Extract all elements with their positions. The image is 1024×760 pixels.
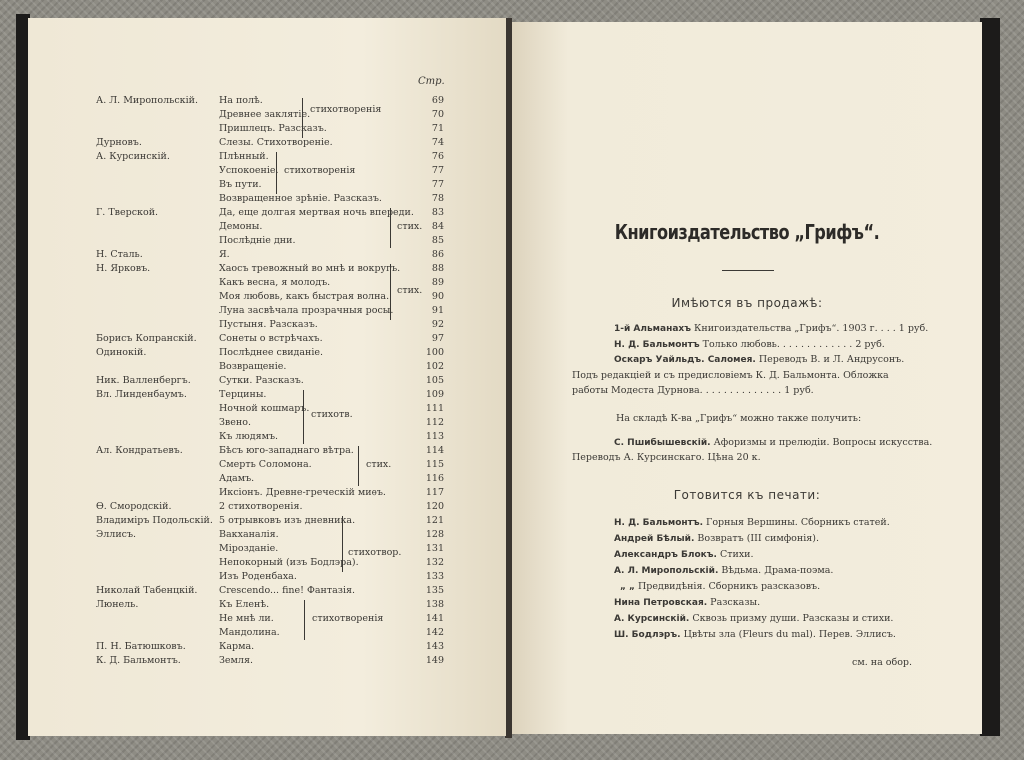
contents-row [28,318,506,332]
listing-text: Книгоиздательства „Грифъ“. 1903 г. . . . 1 руб. [690,323,929,334]
contents-row [28,444,506,458]
page-number: 117 [425,487,444,498]
listing-text: Сквозь призму души. Разсказы и стихи. [689,613,894,624]
listing-text: Предвидѣнія. Сборникъ разсказовъ. [634,581,821,592]
contents-row [28,332,506,346]
work-title: Иксіонъ. Древне-греческій миѳъ. [219,487,386,498]
page-number: 113 [425,431,444,442]
page-number: 84 [431,221,444,232]
work-title: Мандолина. [219,627,280,638]
contents-row [28,430,506,444]
contents-row [28,388,506,402]
book-cover-right [980,18,1000,736]
work-title: Древнее заклятіе. [219,109,311,120]
work-title: Crescendo... fine! Фантазія. [219,585,356,596]
publisher-title: Книгоиздательство „Грифъ“. [614,220,880,245]
work-title: Не мнѣ ли. [219,613,274,624]
listing-text: Цвѣты зла (Fleurs du mal). Перев. Эллисъ. [680,629,896,640]
contents-row [28,626,506,640]
contents-row [28,458,506,472]
listing-line [614,353,904,367]
page-number: 71 [431,123,444,134]
contents-row [28,486,506,500]
work-title: Луна засвѣчала прозрачныя росы. [219,305,394,316]
page-number: 120 [425,501,444,512]
work-title: Бѣсъ юго-западнаго вѣтра. [219,445,354,456]
page-number: 138 [425,599,444,610]
listing-line [614,532,819,546]
author-name: Борисъ Копранскій. [96,333,197,344]
listing-author: 1-й Альманахъ [614,324,691,334]
page-number: 141 [425,613,444,624]
page-number: 132 [425,557,444,568]
listing-line [572,384,814,398]
work-title: 5 отрывковъ изъ дневника. [219,515,356,526]
group-brace [276,152,277,194]
section-heading-available: Имѣются въ продажѣ: [671,296,823,310]
listing-author: Оскаръ Уайльдъ. Саломея. [614,355,756,365]
contents-row [28,640,506,654]
group-brace [303,390,304,444]
group-brace [342,516,343,572]
author-name: Дурновъ. [96,137,142,148]
page-number: 112 [425,417,444,428]
contents-row [28,206,506,220]
contents-row [28,220,506,234]
page-number: 91 [431,305,444,316]
page-number: 142 [425,627,444,638]
author-name: Н. Ярковъ. [96,263,151,274]
author-name: Одинокій. [96,347,147,358]
work-title: Пустыня. Разсказъ. [219,319,318,330]
work-title: Возвращенное зрѣніе. Разсказъ. [219,193,382,204]
page-number: 85 [431,235,444,246]
work-title: Моя любовь, какъ быстрая волна. [219,291,390,302]
contents-row [28,262,506,276]
page-number: 115 [425,459,444,470]
page-number: 70 [431,109,444,120]
group-brace [302,98,303,138]
work-title: Къ Еленѣ. [219,599,270,610]
listing-text: Горныя Вершины. Сборникъ статей. [703,517,890,528]
contents-row [28,584,506,598]
author-name: Вл. Линденбаумъ. [96,389,187,400]
listing-line [620,580,820,594]
listing-author: Ш. Бодлэръ. [614,630,681,640]
right-page [512,22,982,734]
page-number: 78 [431,193,444,204]
work-title: 2 стихотворенія. [219,501,303,512]
work-title: Терцины. [219,389,267,400]
listing-author: А. Курсинскій. [614,614,690,624]
book-spine [505,18,512,738]
listing-author: Н. Д. Бальмонтъ. [614,518,704,528]
work-title: Послѣдніе дни. [219,235,296,246]
contents-row [28,276,506,290]
contents-row [28,360,506,374]
contents-row [28,248,506,262]
page-number: 121 [425,515,444,526]
listing-text: Только любовь. . . . . . . . . . . . . 2 руб. [699,339,885,350]
listing-line [614,322,928,336]
group-label: стихотвор. [348,547,402,558]
page-number: 83 [431,207,444,218]
work-title: Смерть Соломона. [219,459,312,470]
page-number: 88 [431,263,444,274]
listing-author: С. Пшибышевскій. [614,438,711,448]
work-title: На полѣ. [219,95,263,106]
work-title: Пришлецъ. Разсказъ. [219,123,327,134]
contents-row [28,164,506,178]
author-name: Николай Табенцкій. [96,585,198,596]
listing-author: Александръ Блокъ. [614,550,717,560]
author-name: Эллисъ. [96,529,137,540]
group-label: стихотв. [311,409,353,420]
page-number: 86 [431,249,444,260]
work-title: Вакханалія. [219,529,279,540]
work-title: Демоны. [219,221,263,232]
contents-row [28,654,506,668]
contents-row [28,416,506,430]
page-number: 69 [431,95,444,106]
group-label: стих. [397,221,423,232]
contents-row [28,304,506,318]
work-title: Карма. [219,641,255,652]
listing-line [614,436,932,450]
listing-author: Н. Д. Бальмонтъ [614,340,700,350]
page-number: 149 [425,655,444,666]
listing-text: Стихи. [716,549,754,560]
group-brace [358,446,359,486]
contents-row [28,542,506,556]
author-name: П. Н. Батюшковъ. [96,641,186,652]
page-number: 133 [425,571,444,582]
page-number: 97 [431,333,444,344]
work-title: Я. [219,249,230,260]
left-page [28,18,506,736]
contents-row [28,402,506,416]
listing-author: А. Л. Миропольскій. [614,566,719,576]
contents-row [28,472,506,486]
author-name: Г. Тверской. [96,207,159,218]
listing-line [614,564,833,578]
contents-row [28,234,506,248]
group-label: стих. [397,285,423,296]
group-brace [390,208,391,248]
author-name: Ѳ. Смородскій. [96,501,172,512]
contents-row [28,528,506,542]
contents-row [28,192,506,206]
contents-row [28,108,506,122]
work-title: Изъ Роденбаха. [219,571,297,582]
author-name: Ал. Кондратьевъ. [96,445,183,456]
stock-note: На складѣ К-ва „Грифъ“ можно также получить: [616,413,862,424]
listing-author: Нина Петровская. [614,598,708,608]
author-name: Ник. Валленбергъ. [96,375,191,386]
listing-text: работы Модеста Дурнова. . . . . . . . . . . . . . 1 руб. [572,385,814,396]
author-name: А. Курсинскій. [96,151,170,162]
contents-row [28,136,506,150]
work-title: Слезы. Стихотвореніе. [219,137,333,148]
group-brace [390,264,391,320]
work-title: Сонеты о встрѣчахъ. [219,333,323,344]
work-title: Послѣднее свиданіе. [219,347,324,358]
page-number: 131 [425,543,444,554]
listing-text: Подъ редакціей и съ предисловіемъ К. Д. Бальмонта. Обложка [572,370,889,381]
page-number: 92 [431,319,444,330]
work-title: Плѣнный. [219,151,269,162]
page-number: 77 [431,165,444,176]
author-name: Люнель. [96,599,139,610]
turn-over-note: см. на обор. [852,657,913,668]
page-number: 100 [425,347,444,358]
contents-row [28,346,506,360]
listing-text: Афоризмы и прелюдіи. Вопросы искусства. [710,437,933,448]
listing-line [572,451,761,465]
page-number: 89 [431,277,444,288]
listing-line [614,596,760,610]
listing-line [614,612,893,626]
listing-author: „ „ [620,582,635,592]
page-number: 143 [425,641,444,652]
work-title: Да, еще долгая мертвая ночь впереди. [219,207,414,218]
contents-row [28,556,506,570]
page-number: 105 [425,375,444,386]
contents-row [28,570,506,584]
listing-text: Вѣдьма. Драма-поэма. [718,565,834,576]
work-title: Мірозданіе. [219,543,279,554]
group-label: стих. [366,459,392,470]
listing-author: Андрей Бѣлый. [614,534,695,544]
page-column-header: Стр. [418,76,445,87]
contents-row [28,612,506,626]
work-title: Земля. [219,655,253,666]
author-name: Владиміръ Подольскій. [96,515,213,526]
work-title: Къ людямъ. [219,431,279,442]
listing-text: Переводъ В. и Л. Андрусонъ. [755,354,905,365]
contents-row [28,178,506,192]
page-number: 111 [425,403,444,414]
group-label: стихотворенія [312,613,384,624]
listing-text: Разсказы. [707,597,761,608]
page-number: 135 [425,585,444,596]
page-number: 102 [425,361,444,372]
page-number: 77 [431,179,444,190]
work-title: Въ пути. [219,179,262,190]
work-title: Хаосъ тревожный во мнѣ и вокругъ. [219,263,401,274]
listing-line [614,338,885,352]
contents-row [28,150,506,164]
author-name: Н. Сталь. [96,249,143,260]
contents-row [28,374,506,388]
group-label: стихотворенія [310,104,382,115]
listing-line [614,548,754,562]
work-title: Адамъ. [219,473,255,484]
work-title: Звено. [219,417,251,428]
page-number: 116 [425,473,444,484]
listing-line [614,516,890,530]
work-title: Возвращеніе. [219,361,287,372]
listing-line [572,369,889,383]
author-name: К. Д. Бальмонтъ. [96,655,181,666]
listing-text: Возвратъ (III симфонія). [694,533,819,544]
page-number: 128 [425,529,444,540]
section-heading-forthcoming: Готовится къ печати: [673,488,821,502]
contents-row [28,290,506,304]
author-name: А. Л. Миропольскій. [96,95,198,106]
contents-row [28,514,506,528]
listing-text: Переводъ А. Курсинскаго. Цѣна 20 к. [572,452,761,463]
work-title: Какъ весна, я молодъ. [219,277,331,288]
page-number: 109 [425,389,444,400]
listing-line [614,628,896,642]
work-title: Непокорный (изъ Бодлэра). [219,557,359,568]
contents-row [28,122,506,136]
contents-row [28,598,506,612]
group-label: стихотворенія [284,165,356,176]
page-number: 114 [425,445,444,456]
page-number: 76 [431,151,444,162]
work-title: Сутки. Разсказъ. [219,375,304,386]
group-brace [304,600,305,640]
contents-row [28,94,506,108]
work-title: Ночной кошмаръ. [219,403,310,414]
contents-row [28,500,506,514]
page-number: 90 [431,291,444,302]
page-number: 74 [431,137,444,148]
work-title: Успокоеніе. [219,165,279,176]
title-rule [722,270,774,271]
